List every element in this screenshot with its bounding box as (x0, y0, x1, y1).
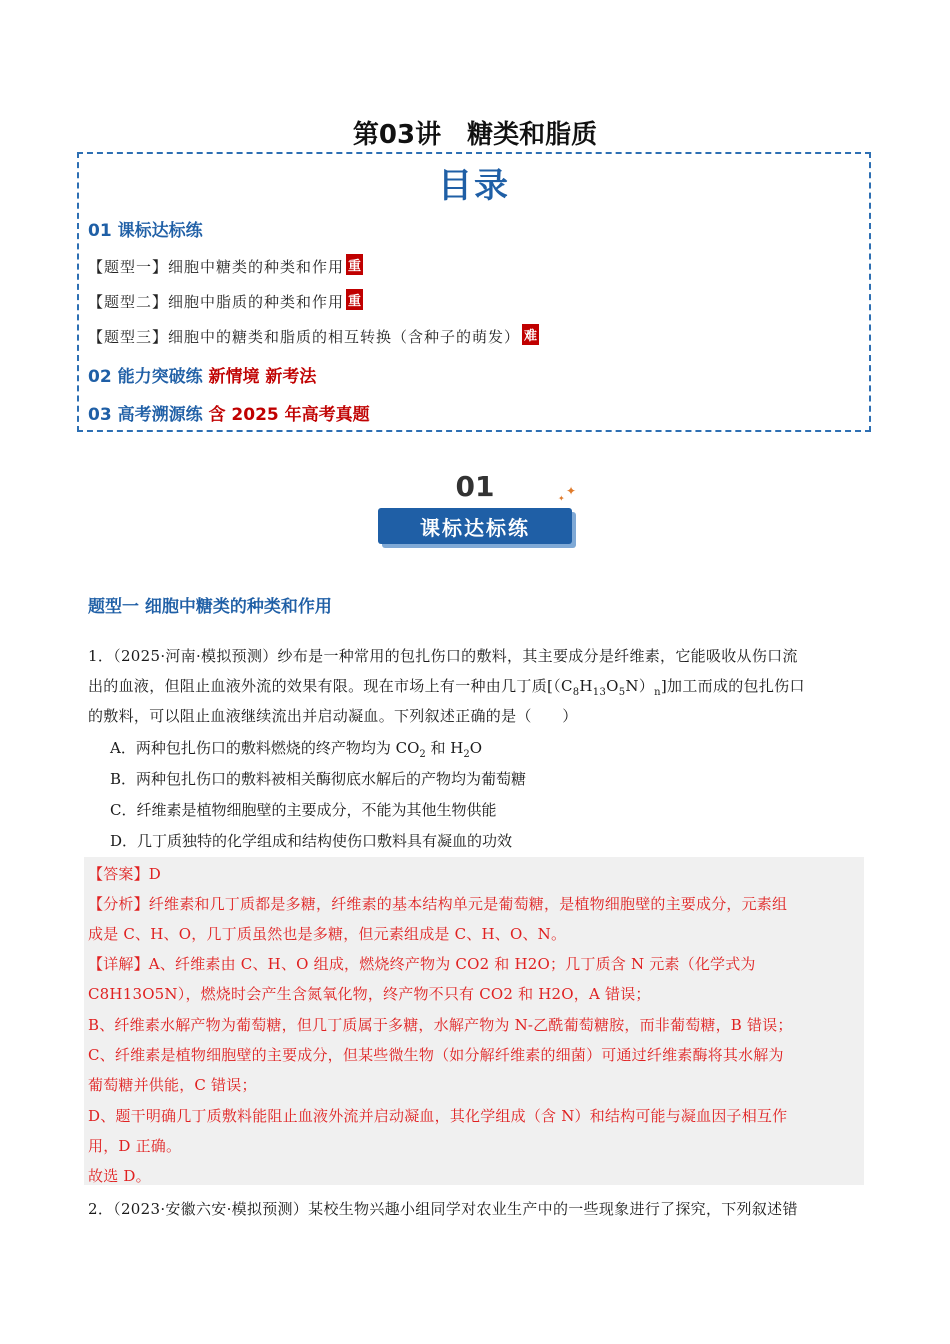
difficult-badge: 难 (522, 324, 539, 345)
question-1-line-2: 出的血液，但阻止血液外流的效果有限。现在市场上有一种由几丁质$[(C_8H_{13}O_5N)_n]$加工而成的包扎伤口 (88, 677, 805, 698)
question-1-line-3: 的敷料，可以阻止血液继续流出并启动凝血。下列叙述正确的是（ ） (88, 707, 578, 725)
detail-line-2: C8H13O5N），燃烧时会产生含氮氧化物，终产物不只有 CO2 和 H2O，A 错误； (88, 985, 651, 1003)
toc-section-2[interactable]: 02 能力突破练 新情境 新考法 (88, 367, 317, 387)
key-point-badge: 重 (346, 254, 363, 275)
toc-section-1[interactable]: 01 课标达标练 (88, 221, 203, 241)
section-heading: 题型一 细胞中糖类的种类和作用 (88, 597, 332, 617)
toc-item-1[interactable]: 【题型一】细胞中糖类的种类和作用 重 (88, 254, 363, 277)
detail-line-5: 葡萄糖并供能，C 错误； (88, 1076, 257, 1094)
question-1-line-1: 1．（2025·河南·模拟预测）纱布是一种常用的包扎伤口的敷料，其主要成分是纤维素，它能吸收从伤口流 (88, 647, 798, 665)
option-c: C．纤维素是植物细胞壁的主要成分，不能为其他生物供能 (110, 801, 497, 819)
analysis-line-1: 【分析】纤维素和几丁质都是多糖，纤维素的基本结构单元是葡萄糖，是植物细胞壁的主要成分，元素组 (88, 895, 788, 913)
table-of-contents (77, 152, 871, 432)
toc-section-3[interactable]: 03 高考溯源练 含 2025 年高考真题 (88, 405, 370, 425)
section-banner (370, 470, 580, 550)
banner-label: 课标达标练 (420, 516, 530, 540)
toc-item-2[interactable]: 【题型二】细胞中脂质的种类和作用 重 (88, 289, 363, 312)
option-d: D．几丁质独特的化学组成和结构使伤口敷料具有凝血的功效 (110, 832, 513, 850)
sparkle-icon: ✦ (566, 484, 577, 498)
detail-line-7: 用，D 正确。 (88, 1137, 182, 1155)
analysis-line-2: 成是 C、H、O，几丁质虽然也是多糖，但元素组成是 C、H、O、N。 (88, 925, 567, 943)
option-b: B．两种包扎伤口的敷料被相关酶彻底水解后的产物均为葡萄糖 (110, 770, 527, 788)
option-a: A．两种包扎伤口的敷料燃烧的终产物均为 $CO_2$ 和 $H_2O$ (110, 739, 483, 760)
final-answer: 故选 D。 (88, 1167, 151, 1185)
detail-line-1: 【详解】A、纤维素由 C、H、O 组成，燃烧终产物为 CO2 和 H2O；几丁质含 N 元素（化学式为 (88, 955, 756, 973)
answer-line: 【答案】D (88, 865, 162, 883)
toc-heading: 目录 (438, 166, 510, 206)
detail-line-4: C、纤维素是植物细胞壁的主要成分，但某些微生物（如分解纤维素的细菌）可通过纤维素酶将其水解为 (88, 1046, 784, 1064)
key-point-badge: 重 (346, 289, 363, 310)
sparkle-icon: ✦ (558, 494, 565, 503)
detail-line-3: B、纤维素水解产物为葡萄糖，但几丁质属于多糖，水解产物为 N-乙酰葡萄糖胺，而非葡萄糖，B 错误； (88, 1016, 793, 1034)
detail-line-6: D、题干明确几丁质敷料能阻止血液外流并启动凝血，其化学组成（含 N）和结构可能与凝血因子相互作 (88, 1107, 788, 1125)
question-2-line-1: 2．（2023·安徽六安·模拟预测）某校生物兴趣小组同学对农业生产中的一些现象进行了探究，下列叙述错 (88, 1200, 798, 1218)
banner-number: 01 (455, 470, 495, 503)
document-title: 第03讲 糖类和脂质 (352, 120, 598, 150)
toc-item-3[interactable]: 【题型三】细胞中的糖类和脂质的相互转换（含种子的萌发） 难 (88, 324, 539, 347)
